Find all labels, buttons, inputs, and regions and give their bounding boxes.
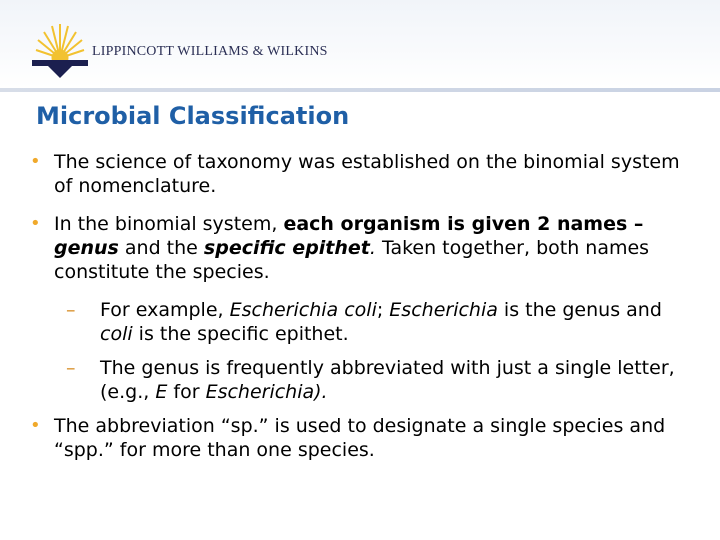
- text-run: For example,: [100, 299, 230, 321]
- dot-bullet-icon: •: [30, 213, 41, 234]
- sub-bullet-text: [100, 298, 700, 346]
- sub-bullet-item: [66, 356, 700, 404]
- dot-bullet-icon: •: [30, 151, 41, 172]
- dash-bullet-icon: –: [66, 357, 76, 379]
- text-run: The genus is frequently abbreviated with just a single letter, (e.g.,: [100, 357, 675, 403]
- dash-bullet-icon: –: [66, 299, 76, 321]
- text-run-bold: each organism is given 2 names –: [283, 213, 644, 235]
- bullet-text: [54, 212, 700, 284]
- bullet-text: The abbreviation “sp.” is used to designate a single species and “spp.” for more than one species.: [54, 415, 666, 461]
- text-run-italic: .: [369, 237, 376, 259]
- text-run: is the genus and: [497, 299, 662, 321]
- text-run: ;: [376, 299, 390, 321]
- bullet-item: [30, 212, 700, 284]
- sub-bullet-item: [66, 298, 700, 346]
- text-run-italic: Escherichia).: [205, 381, 328, 403]
- bullet-item: [30, 150, 700, 198]
- text-run: Taken together, both names constitute the species.: [54, 237, 650, 283]
- bullet-item: [30, 414, 700, 462]
- bullet-text: The science of taxonomy was established on the binomial system of nomenclature.: [54, 151, 680, 197]
- publisher-name: LIPPINCOTT WILLIAMS & WILKINS: [92, 44, 328, 59]
- text-run: for: [167, 381, 206, 403]
- slide-title: Microbial Classification: [36, 102, 350, 130]
- text-run: is the specific epithet.: [132, 323, 349, 345]
- text-run-italic: Escherichia: [389, 299, 498, 321]
- dot-bullet-icon: •: [30, 415, 41, 436]
- text-run-bold-italic: specific epithet: [203, 237, 370, 259]
- sunburst-logo-icon: [30, 20, 90, 80]
- text-run-bold-italic: genus: [54, 237, 119, 259]
- text-run: and the: [118, 237, 204, 259]
- slide-body: [30, 150, 700, 476]
- header-divider: [0, 88, 720, 92]
- text-run-italic: E: [155, 381, 168, 403]
- text-run-italic: coli: [100, 323, 133, 345]
- text-run-italic: Escherichia coli: [229, 299, 377, 321]
- sub-bullet-text: [100, 356, 700, 404]
- text-run: In the binomial system,: [54, 213, 284, 235]
